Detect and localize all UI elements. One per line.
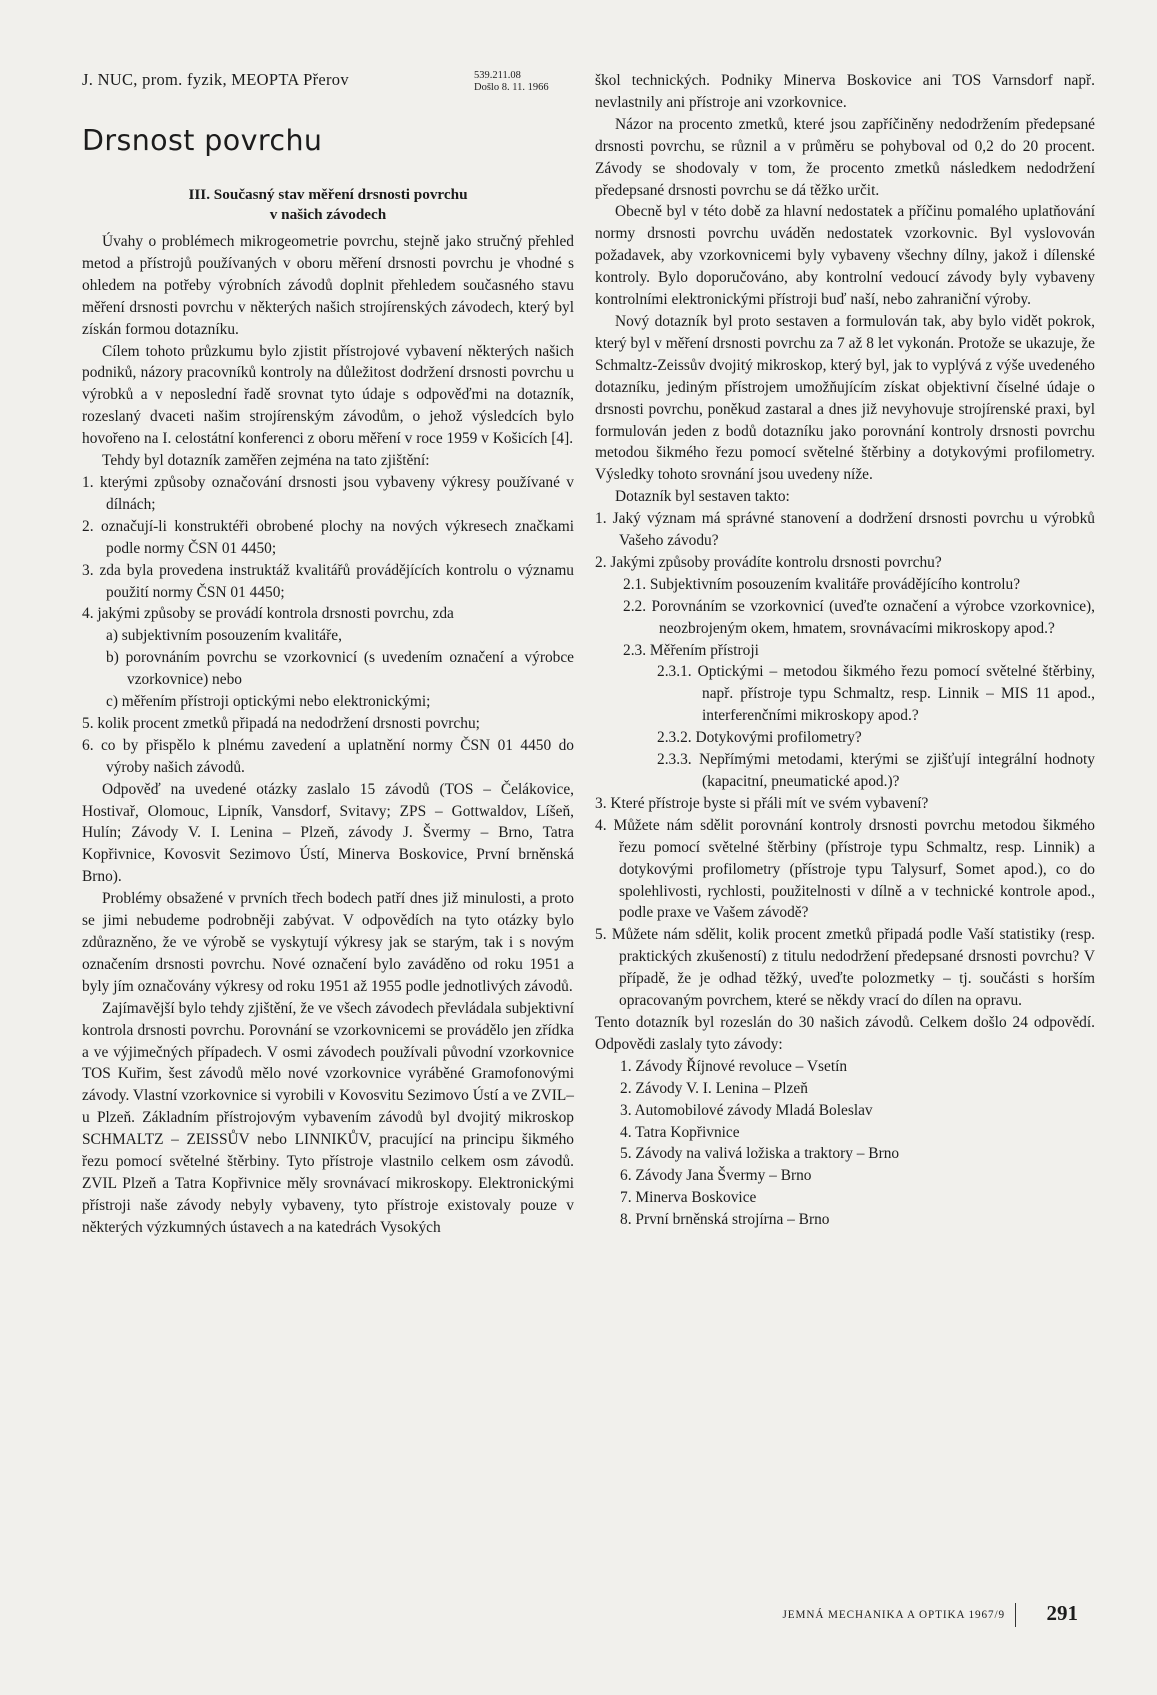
plant-list-item: 4. Tatra Kopřivnice	[620, 1123, 740, 1141]
section-heading	[82, 185, 574, 225]
udc-code: 539.211.08	[474, 70, 521, 81]
article-title: Drsnost povrchu	[82, 124, 323, 157]
footer-divider	[1015, 1603, 1016, 1627]
plant-list-item: 6. Závody Jana Švermy – Brno	[620, 1167, 812, 1185]
plant-list-item: 5. Závody na valivá ložiska a traktory – Brno	[620, 1145, 900, 1163]
paragraph: škol technických. Podniky Minerva Boskovice ani TOS Varnsdorf např. nevlastnily ani přístroje ani vzorkovnice.	[595, 72, 1095, 111]
article-header	[82, 70, 574, 98]
question-item: 5. kolik procent zmetků připadá na nedodržení drsnosti povrchu;	[82, 714, 480, 732]
left-column	[82, 70, 574, 1239]
udc-block	[474, 70, 549, 94]
paragraph: Nový dotazník byl proto sestaven a formulován tak, aby bylo vidět pokrok, který byl v měření drsnosti povrchu za 7 až 8 let vykonán. Protože se ukazuje, že Schmaltz-Zeissův dvojitý mikroskop, který byl, jak to vyplývá z výše uvedeného dotazníku, jediným přístrojem umožňujícím získat objektivní číselné údaje o drsnosti povrchu, poněkud zastaral a dnes již nevyhovuje strojírenské praxi, byl formulován jeden z bodů dotazníku jako porovnání kontroly drsnosti povrchu metodou šikmého řezu pomocí světelné štěrbiny a dotykovými profilometry. Výsledky tohoto srovnání jsou uvedeny níže.	[595, 312, 1095, 484]
question-item: 1. kterými způsoby označování drsnosti jsou vybaveny výkresy používané v dílnách;	[82, 473, 574, 513]
paragraph: Zajímavější bylo tehdy zjištění, že ve všech závodech převládala subjektivní kontrola drsnosti povrchu. Porovnání se vzorkovnicemi se provádělo jen zřídka a ve výjimečných případech. V osmi závodech používali původní vzorkovnice TOS Kuřim, šest závodů mělo nové vzorkovnice vyráběné Gramofonovými závody. Vlastní vzorkovnice si vyrobili v Kovosvitu Sezimovo Ústí a ve ZVIL–u Plzeň. Základním přístrojovým vybavením závodů byl dvojitý mikroskop SCHMALTZ – ZEISSŮV nebo LINNIKŮV, pracující na principu šikmého řezu pomocí světelné štěrbiny. Tyto přístroje vlastnilo celkem osm závodů. ZVIL Plzeň a Tatra Kopřivnice měly srovnávací mikroskopy. Elektronickými přístroji naše závody nebyly vybaveny, tyto přístroje existovaly pouze v některých výzkumných ústavech a na katedrách Vysokých	[82, 999, 574, 1236]
sub-question-item: a) subjektivním posouzením kvalitáře,	[106, 627, 342, 645]
author-line: J. NUC, prom. fyzik, MEOPTA Přerov	[82, 70, 349, 89]
question-item: 2. označují-li konstruktéři obrobené plochy na nových výkresech značkami podle normy ČSN 01 4450;	[82, 517, 574, 557]
question-item: 3. zda byla provedena instruktáž kvalitářů provádějících kontrolu o významu použití normy ČSN 01 4450;	[82, 561, 574, 601]
question-item: 3. Které přístroje byste si přáli mít ve svém vybavení?	[595, 794, 929, 812]
question-item: 6. co by přispělo k plnému zavedení a uplatnění normy ČSN 01 4450 do výroby našich závodů.	[82, 736, 574, 776]
paragraph: Úvahy o problémech mikrogeometrie povrchu, stejně jako stručný přehled metod a přístrojů používaných v oboru měření drsnosti povrchu je vhodné s ohledem na potřeby výrobních závodů doplnit přehledem současného stavu měření drsnosti povrchu v některých našich strojírenských závodech, který byl získán formou dotazníku.	[82, 233, 574, 338]
question-item: 4. jakými způsoby se provádí kontrola drsnosti povrchu, zda	[82, 605, 454, 623]
paragraph: Odpověď na uvedené otázky zaslalo 15 závodů (TOS – Čelákovice, Hostivař, Olomouc, Lipník, Vansdorf, Svitavy; ZPS – Gottwaldov, Líšeň, Hulín; Závody V. I. Lenina – Plzeň, závody J. Švermy – Brno, Tatra Kopřivnice, Kovosvit Sezimovo Ústí, Minerva Boskovice, První brněnská Brno).	[82, 780, 574, 886]
question-item: 5. Můžete nám sdělit, kolik procent zmetků připadá podle Vaší statistiky (resp. praktických zkušeností) z titulu nedodržení předepsané drsnosti povrchu? V případě, že je odhad těžký, uveďte polozmetky – tj. součásti s horším opracovaným povrchem, které se někdy vrací do dílen na opravu.	[595, 926, 1095, 1010]
paragraph: Cílem tohoto průzkumu bylo zjistit přístrojové vybavení některých našich podniků, názory pracovníků kontroly na důležitost dodržení drsnosti povrchu u výrobků a v neposlední řadě srovnat tyto údaje s odpověďmi na dotazník, rozeslaný dvaceti našim strojírenským závodům, o jehož výsledcích bylo hovořeno na I. celostátní konferenci z oboru měření v roce 1959 v Košicích [4].	[82, 342, 574, 448]
paragraph: Tento dotazník byl rozeslán do 30 našich závodů. Celkem došlo 24 odpovědí. Odpovědi zaslaly tyto závody:	[595, 1013, 1095, 1053]
sub-question-item: c) měřením přístroji optickými nebo elektronickými;	[106, 693, 431, 711]
section-heading-line2: v našich závodech	[269, 206, 387, 223]
paragraph: Názor na procento zmetků, které jsou zapříčiněny nedodržením předepsané drsnosti povrchu, se různil a v průměru se pohyboval od 0,2 do 20 procent. Závody se shodovaly v tom, že procento zmetků následkem nedodržení předepsané drsnosti povrchu se dá těžko určit.	[595, 115, 1095, 199]
page-number: 291	[1046, 1601, 1078, 1625]
page-footer	[760, 1601, 1090, 1627]
paragraph: Problémy obsažené v prvních třech bodech patří dnes již minulosti, a proto se jimi nebudeme podrobněji zabývat. V odpovědích na tyto otázky bylo zdůrazněno, že ve výrobě se vyskytují výkresy jak se starým, tak i s novým označením drsnosti povrchu. Nové označení bylo zaváděno od roku 1951 a byly jím označovány výkresy od roku 1951 až 1955 podle jednotlivých závodů.	[82, 890, 574, 995]
right-column	[595, 70, 1095, 1231]
plant-list-item: 2. Závody V. I. Lenina – Plzeň	[620, 1079, 808, 1097]
section-heading-line1: III. Současný stav měření drsnosti povrchu	[188, 186, 468, 203]
received-date: Došlo 8. 11. 1966	[474, 82, 549, 93]
paragraph: Dotazník byl sestaven takto:	[615, 488, 790, 506]
sub-sub-question-item: 2.3.2. Dotykovými profilometry?	[657, 729, 862, 747]
sub-question-item: 2.3. Měřením přístroji	[623, 641, 759, 659]
plant-list-item: 1. Závody Říjnové revoluce – Vsetín	[620, 1057, 848, 1075]
paragraph: Obecně byl v této době za hlavní nedostatek a příčinu pomalého uplatňování normy drsnosti povrchu uváděn nedostatek vzorkovnic. Byl vyslovován požadavek, aby vzorkovnicemi byly vybaveny všechny dílny, jakož i dílenské kontroly. Bylo doporučováno, aby kontrolní vedoucí závody byly vybaveny kontrolními elektronickými přístroji buď naší, nebo zahraniční výroby.	[595, 203, 1095, 309]
journal-name: JEMNÁ MECHANIKA A OPTIKA 1967/9	[782, 1609, 1005, 1621]
question-item: 4. Můžete nám sdělit porovnání kontroly drsnosti povrchu metodou šikmého řezu pomocí světelné štěrbiny (přístroje typu Schmaltz, resp. Linnik) a dotykovými profilometry (přístroje typu Talysurf, Somet apod.), co do spolehlivosti, rychlosti, použitelnosti v dílně a v technické kontrole apod., podle praxe ve Vašem závodě?	[595, 816, 1095, 922]
plant-list-item: 3. Automobilové závody Mladá Boleslav	[620, 1101, 873, 1119]
sub-sub-question-item: 2.3.3. Nepřímými metodami, kterými se zjišťují integrální hodnoty (kapacitní, pneumatické apod.)?	[657, 751, 1095, 790]
plant-list-item: 7. Minerva Boskovice	[620, 1189, 757, 1207]
sub-question-item: 2.2. Porovnáním se vzorkovnicí (uveďte označení a výrobce vzorkovnice), neozbrojeným okem, hmatem, srovnávacími mikroskopy apod.?	[623, 597, 1095, 637]
plant-list-item: 8. První brněnská strojírna – Brno	[620, 1211, 830, 1229]
sub-sub-question-item: 2.3.1. Optickými – metodou šikmého řezu pomocí světelné štěrbiny, např. přístroje typu Schmaltz, resp. Linnik – MIS 11 apod., interferenčními mikroskopy apod.?	[657, 663, 1095, 725]
question-item: 1. Jaký význam má správné stanovení a dodržení drsnosti povrchu u výrobků Vašeho závodu?	[595, 510, 1095, 550]
question-item: 2. Jakými způsoby provádíte kontrolu drsnosti povrchu?	[595, 553, 942, 571]
paragraph: Tehdy byl dotazník zaměřen zejména na tato zjištění:	[102, 452, 430, 470]
sub-question-item: 2.1. Subjektivním posouzením kvalitáře provádějícího kontrolu?	[623, 575, 1021, 593]
sub-question-item: b) porovnáním povrchu se vzorkovnicí (s uvedením označení a výrobce vzorkovnice) nebo	[106, 649, 574, 689]
